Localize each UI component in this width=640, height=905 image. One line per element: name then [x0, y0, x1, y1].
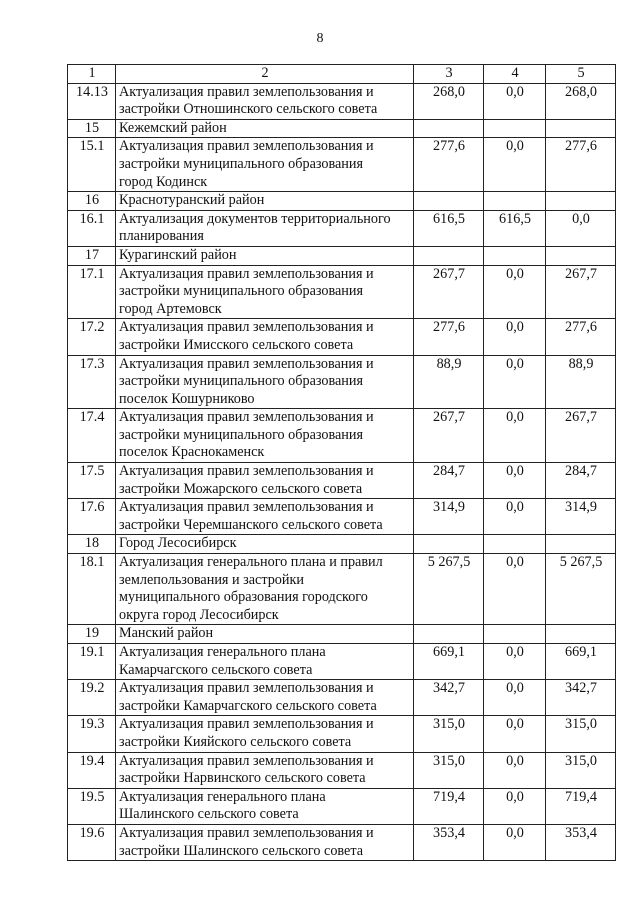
row-number-cell: 18.1 — [68, 554, 116, 625]
row-number-cell: 17.2 — [68, 319, 116, 355]
table-row — [68, 752, 616, 788]
value-cell-col5: 669,1 — [546, 644, 616, 680]
description-line: Актуализация правил землепользования и — [119, 499, 374, 516]
table-row — [68, 788, 616, 824]
description-line: Курагинский район — [119, 246, 237, 263]
table-row — [68, 119, 616, 138]
description-line: Актуализация правил землепользования и — [119, 319, 374, 336]
table-row — [68, 625, 616, 644]
table-row — [68, 463, 616, 499]
value-cell-col5 — [546, 192, 616, 211]
value-cell-col5: 267,7 — [546, 409, 616, 463]
description-line: Актуализация правил землепользования и — [119, 716, 374, 733]
description-line: Актуализация правил землепользования и — [119, 463, 374, 480]
table-row — [68, 716, 616, 752]
value-cell-col3 — [414, 535, 484, 554]
description-line: Актуализация генерального плана — [119, 644, 326, 660]
value-cell-col5: 277,6 — [546, 319, 616, 355]
value-cell-col4: 0,0 — [484, 716, 546, 752]
description-cell — [116, 716, 414, 752]
value-cell-col4: 0,0 — [484, 752, 546, 788]
column-header: 4 — [484, 65, 546, 84]
table-row — [68, 644, 616, 680]
value-cell-col4 — [484, 625, 546, 644]
table-row — [68, 83, 616, 119]
table-row — [68, 409, 616, 463]
row-number-cell: 19.5 — [68, 788, 116, 824]
value-cell-col3: 267,7 — [414, 265, 484, 319]
page-number: 8 — [316, 31, 324, 46]
description-line: муниципального образования городского — [119, 589, 368, 606]
row-number-cell: 17.1 — [68, 265, 116, 319]
table-row — [68, 138, 616, 192]
value-cell-col4 — [484, 535, 546, 554]
value-cell-col3: 353,4 — [414, 824, 484, 860]
description-line: Актуализация правил землепользования и — [119, 824, 374, 841]
value-cell-col4 — [484, 246, 546, 265]
description-cell — [116, 210, 414, 246]
value-cell-col5: 88,9 — [546, 355, 616, 409]
table-row — [68, 355, 616, 409]
row-number-cell: 19.4 — [68, 752, 116, 788]
row-number-cell: 16.1 — [68, 210, 116, 246]
value-cell-col3: 268,0 — [414, 83, 484, 119]
table-row — [68, 210, 616, 246]
value-cell-col4: 0,0 — [484, 554, 546, 625]
row-number-cell: 19.3 — [68, 716, 116, 752]
value-cell-col4: 0,0 — [484, 788, 546, 824]
description-line: Актуализация генерального плана и правил — [119, 554, 383, 571]
value-cell-col3: 616,5 — [414, 210, 484, 246]
description-line: застройки Кияйского сельского совета — [119, 733, 352, 750]
description-line: застройки Нарвинского сельского совета — [119, 770, 366, 787]
description-line: застройки Отношинского сельского совета — [119, 101, 378, 118]
value-cell-col5 — [546, 535, 616, 554]
table-row — [68, 554, 616, 625]
value-cell-col4: 0,0 — [484, 138, 546, 192]
value-cell-col4: 0,0 — [484, 83, 546, 119]
description-line: застройки муниципального образования — [119, 426, 364, 443]
row-number-cell: 15.1 — [68, 138, 116, 192]
value-cell-col4 — [484, 119, 546, 138]
description-cell — [116, 409, 414, 463]
value-cell-col4: 616,5 — [484, 210, 546, 246]
row-number-cell: 17.3 — [68, 355, 116, 409]
description-line: Актуализация правил землепользования и — [119, 83, 374, 100]
description-cell — [116, 752, 414, 788]
value-cell-col4: 0,0 — [484, 499, 546, 535]
description-cell — [116, 265, 414, 319]
description-line: Актуализация документов территориального — [119, 210, 391, 227]
value-cell-col3 — [414, 192, 484, 211]
value-cell-col3 — [414, 625, 484, 644]
row-number-cell: 19.6 — [68, 824, 116, 860]
table-row — [68, 319, 616, 355]
value-cell-col3 — [414, 119, 484, 138]
table-row — [68, 535, 616, 554]
row-number-cell: 17.4 — [68, 409, 116, 463]
value-cell-col3: 719,4 — [414, 788, 484, 824]
description-line: Шалинского сельского совета — [119, 806, 299, 823]
column-header: 3 — [414, 65, 484, 84]
description-cell — [116, 625, 414, 644]
description-line: Краснотуранский район — [119, 192, 265, 209]
row-number-cell: 17 — [68, 246, 116, 265]
table-row — [68, 265, 616, 319]
description-cell — [116, 463, 414, 499]
value-cell-col3: 88,9 — [414, 355, 484, 409]
value-cell-col5: 315,0 — [546, 752, 616, 788]
value-cell-col4: 0,0 — [484, 355, 546, 409]
description-line: застройки Можарского сельского совета — [119, 480, 363, 497]
description-cell — [116, 644, 414, 680]
description-line: поселок Кошурниково — [119, 390, 255, 407]
description-line: застройки Шалинского сельского совета — [119, 842, 364, 859]
value-cell-col4: 0,0 — [484, 409, 546, 463]
description-cell — [116, 788, 414, 824]
value-cell-col5: 314,9 — [546, 499, 616, 535]
value-cell-col4: 0,0 — [484, 319, 546, 355]
description-line: город Артемовск — [119, 300, 222, 317]
value-cell-col5: 268,0 — [546, 83, 616, 119]
description-cell — [116, 119, 414, 138]
description-line: Актуализация правил землепользования и — [119, 265, 374, 282]
description-line: город Кодинск — [119, 173, 208, 190]
value-cell-col3: 314,9 — [414, 499, 484, 535]
description-line: застройки муниципального образования — [119, 155, 364, 172]
description-cell — [116, 355, 414, 409]
description-line: Актуализация правил землепользования и — [119, 355, 374, 372]
description-cell — [116, 319, 414, 355]
value-cell-col5: 353,4 — [546, 824, 616, 860]
description-line: Актуализация правил землепользования и — [119, 409, 374, 426]
value-cell-col5: 267,7 — [546, 265, 616, 319]
description-line: Актуализация генерального плана — [119, 788, 326, 805]
value-cell-col5 — [546, 625, 616, 644]
description-cell — [116, 554, 414, 625]
description-line: Манский район — [119, 625, 214, 642]
description-line: Актуализация правил землепользования и — [119, 138, 374, 155]
table-row — [68, 246, 616, 265]
row-number-cell: 17.5 — [68, 463, 116, 499]
description-line: округа город Лесосибирск — [119, 606, 279, 623]
table-row — [68, 192, 616, 211]
description-cell — [116, 246, 414, 265]
value-cell-col3: 315,0 — [414, 716, 484, 752]
value-cell-col3: 284,7 — [414, 463, 484, 499]
value-cell-col4: 0,0 — [484, 463, 546, 499]
description-line: Камарчагского сельского совета — [119, 661, 313, 678]
description-line: застройки Черемшанского сельского совета — [119, 516, 383, 533]
description-cell — [116, 680, 414, 716]
value-cell-col3: 5 267,5 — [414, 554, 484, 625]
table-row — [68, 680, 616, 716]
description-cell — [116, 499, 414, 535]
value-cell-col4 — [484, 192, 546, 211]
description-cell — [116, 535, 414, 554]
row-number-cell: 17.6 — [68, 499, 116, 535]
description-line: Актуализация правил землепользования и — [119, 680, 374, 697]
table-row — [68, 824, 616, 860]
table-header-row — [68, 65, 616, 84]
value-cell-col5: 5 267,5 — [546, 554, 616, 625]
description-line: землепользования и застройки — [119, 571, 304, 588]
description-line: застройки Имисского сельского совета — [119, 336, 354, 353]
description-line: застройки муниципального образования — [119, 373, 364, 390]
row-number-cell: 19 — [68, 625, 116, 644]
description-cell — [116, 83, 414, 119]
description-cell — [116, 138, 414, 192]
description-line: поселок Краснокаменск — [119, 444, 265, 461]
data-table — [67, 64, 616, 861]
value-cell-col5: 315,0 — [546, 716, 616, 752]
column-header: 1 — [68, 65, 116, 84]
table-row — [68, 499, 616, 535]
value-cell-col4: 0,0 — [484, 824, 546, 860]
value-cell-col3: 277,6 — [414, 319, 484, 355]
description-line: Актуализация правил землепользования и — [119, 752, 374, 769]
value-cell-col5 — [546, 246, 616, 265]
value-cell-col5: 0,0 — [546, 210, 616, 246]
row-number-cell: 14.13 — [68, 83, 116, 119]
value-cell-col3 — [414, 246, 484, 265]
value-cell-col4: 0,0 — [484, 680, 546, 716]
description-cell — [116, 192, 414, 211]
value-cell-col3: 277,6 — [414, 138, 484, 192]
description-line: планирования — [119, 228, 204, 245]
description-cell — [116, 824, 414, 860]
value-cell-col5: 284,7 — [546, 463, 616, 499]
value-cell-col3: 315,0 — [414, 752, 484, 788]
row-number-cell: 19.2 — [68, 680, 116, 716]
row-number-cell: 18 — [68, 535, 116, 554]
row-number-cell: 15 — [68, 119, 116, 138]
row-number-cell: 19.1 — [68, 644, 116, 680]
description-line: застройки Камарчагского сельского совета — [119, 697, 377, 714]
value-cell-col5: 719,4 — [546, 788, 616, 824]
value-cell-col5 — [546, 119, 616, 138]
value-cell-col3: 342,7 — [414, 680, 484, 716]
column-header: 2 — [116, 65, 414, 84]
description-line: Город Лесосибирск — [119, 535, 237, 552]
value-cell-col3: 669,1 — [414, 644, 484, 680]
value-cell-col4: 0,0 — [484, 644, 546, 680]
value-cell-col3: 267,7 — [414, 409, 484, 463]
description-line: застройки муниципального образования — [119, 283, 364, 300]
value-cell-col5: 277,6 — [546, 138, 616, 192]
value-cell-col4: 0,0 — [484, 265, 546, 319]
column-header: 5 — [546, 65, 616, 84]
row-number-cell: 16 — [68, 192, 116, 211]
value-cell-col5: 342,7 — [546, 680, 616, 716]
description-line: Кежемский район — [119, 119, 227, 136]
